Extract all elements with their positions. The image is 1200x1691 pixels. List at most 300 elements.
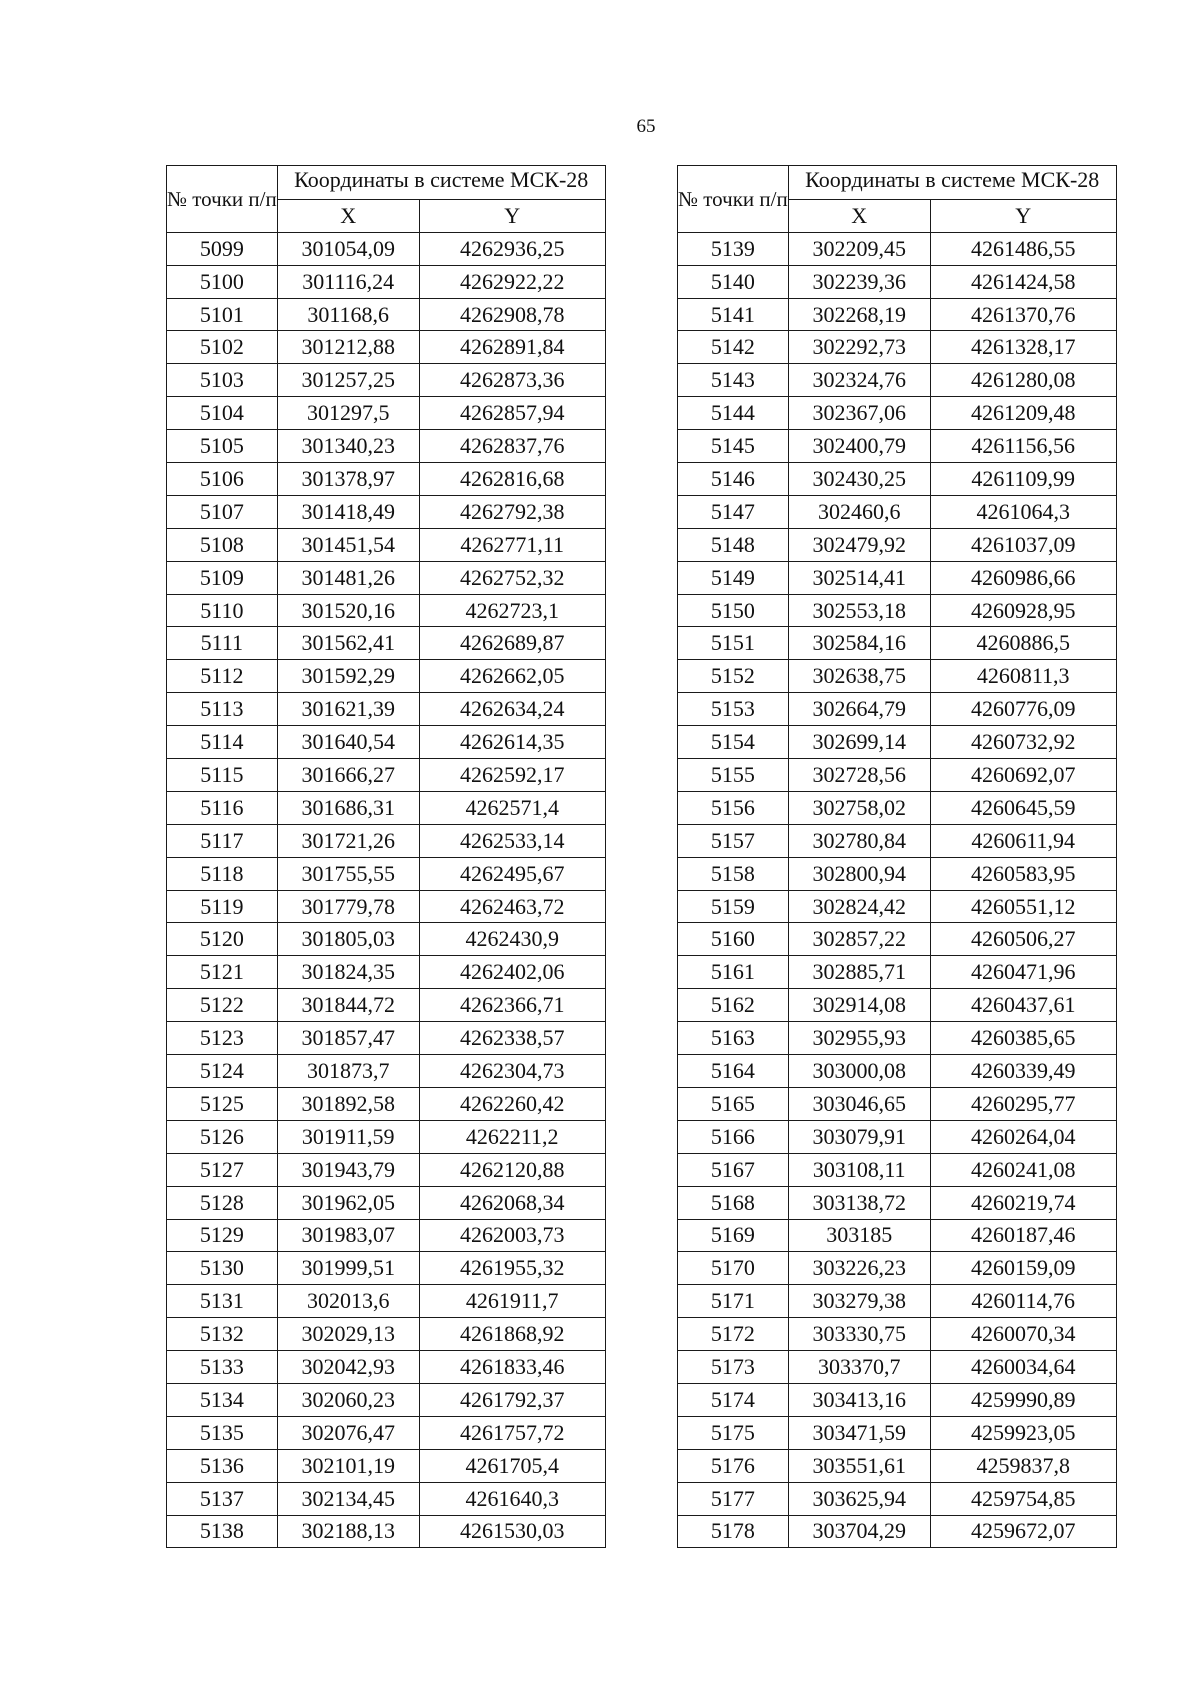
point-number-cell: 5170 [678, 1252, 789, 1285]
point-number-cell: 5103 [167, 364, 278, 397]
x-coordinate-cell: 301805,03 [277, 923, 419, 956]
table-row [678, 1318, 1117, 1351]
x-coordinate-cell: 303625,94 [788, 1482, 930, 1515]
y-coordinate-cell: 4262533,14 [419, 824, 605, 857]
y-coordinate-cell: 4260219,74 [930, 1186, 1116, 1219]
point-number-cell: 5172 [678, 1318, 789, 1351]
x-coordinate-cell: 301686,31 [277, 791, 419, 824]
x-coordinate-cell: 301054,09 [277, 232, 419, 265]
point-number-cell: 5146 [678, 463, 789, 496]
y-coordinate-cell: 4259754,85 [930, 1482, 1116, 1515]
y-coordinate-cell: 4261955,32 [419, 1252, 605, 1285]
y-coordinate-cell: 4262752,32 [419, 561, 605, 594]
point-number-cell: 5159 [678, 890, 789, 923]
y-coordinate-cell: 4262211,2 [419, 1120, 605, 1153]
y-coordinate-cell: 4260886,5 [930, 627, 1116, 660]
x-coordinate-cell: 302479,92 [788, 528, 930, 561]
table-row [167, 1120, 606, 1153]
y-coordinate-cell: 4260187,46 [930, 1219, 1116, 1252]
point-number-cell: 5156 [678, 791, 789, 824]
x-coordinate-cell: 301168,6 [277, 298, 419, 331]
point-number-cell: 5115 [167, 759, 278, 792]
y-coordinate-cell: 4260437,61 [930, 989, 1116, 1022]
point-number-cell: 5111 [167, 627, 278, 660]
table-row [167, 1482, 606, 1515]
y-coordinate-cell: 4262873,36 [419, 364, 605, 397]
table-row [678, 1186, 1117, 1219]
x-coordinate-cell: 303108,11 [788, 1153, 930, 1186]
y-coordinate-cell: 4262614,35 [419, 726, 605, 759]
x-coordinate-cell: 301943,79 [277, 1153, 419, 1186]
y-coordinate-cell: 4261868,92 [419, 1318, 605, 1351]
x-coordinate-cell: 302400,79 [788, 430, 930, 463]
point-number-header: № точки п/п [167, 166, 278, 233]
x-coordinate-cell: 303138,72 [788, 1186, 930, 1219]
table-row [678, 1482, 1117, 1515]
y-coordinate-cell: 4262120,88 [419, 1153, 605, 1186]
x-coordinate-cell: 301857,47 [277, 1022, 419, 1055]
x-coordinate-cell: 303471,59 [788, 1416, 930, 1449]
y-coordinate-cell: 4259923,05 [930, 1416, 1116, 1449]
y-coordinate-cell: 4262689,87 [419, 627, 605, 660]
point-number-cell: 5132 [167, 1318, 278, 1351]
point-number-cell: 5112 [167, 660, 278, 693]
y-coordinate-cell: 4260811,3 [930, 660, 1116, 693]
y-coordinate-cell: 4260732,92 [930, 726, 1116, 759]
table-row [678, 1285, 1117, 1318]
coordinates-header: Координаты в системе МСК-28 [788, 166, 1116, 200]
y-coordinate-cell: 4261370,76 [930, 298, 1116, 331]
table-row [167, 759, 606, 792]
y-coordinate-cell: 4261705,4 [419, 1449, 605, 1482]
table-row [678, 1055, 1117, 1088]
point-number-cell: 5160 [678, 923, 789, 956]
table-row [678, 857, 1117, 890]
table-row [167, 1055, 606, 1088]
y-coordinate-cell: 4261757,72 [419, 1416, 605, 1449]
point-number-cell: 5169 [678, 1219, 789, 1252]
y-coordinate-cell: 4262837,76 [419, 430, 605, 463]
point-number-cell: 5123 [167, 1022, 278, 1055]
y-coordinate-cell: 4260986,66 [930, 561, 1116, 594]
x-coordinate-cell: 301116,24 [277, 265, 419, 298]
y-coordinate-cell: 4262936,25 [419, 232, 605, 265]
table-row [167, 791, 606, 824]
y-coordinate-cell: 4261424,58 [930, 265, 1116, 298]
point-number-cell: 5176 [678, 1449, 789, 1482]
y-coordinate-cell: 4260159,09 [930, 1252, 1116, 1285]
y-coordinate-cell: 4260551,12 [930, 890, 1116, 923]
point-number-cell: 5150 [678, 594, 789, 627]
y-coordinate-cell: 4260776,09 [930, 693, 1116, 726]
table-row [678, 463, 1117, 496]
x-coordinate-cell: 301999,51 [277, 1252, 419, 1285]
x-coordinate-cell: 302584,16 [788, 627, 930, 660]
y-column-header: Y [930, 199, 1116, 232]
x-coordinate-cell: 302101,19 [277, 1449, 419, 1482]
x-coordinate-cell: 303000,08 [788, 1055, 930, 1088]
x-coordinate-cell: 301481,26 [277, 561, 419, 594]
x-coordinate-cell: 301340,23 [277, 430, 419, 463]
y-coordinate-cell: 4261109,99 [930, 463, 1116, 496]
point-number-cell: 5099 [167, 232, 278, 265]
y-coordinate-cell: 4260506,27 [930, 923, 1116, 956]
y-coordinate-cell: 4261640,3 [419, 1482, 605, 1515]
x-coordinate-cell: 301640,54 [277, 726, 419, 759]
point-number-cell: 5102 [167, 331, 278, 364]
table-row [678, 890, 1117, 923]
coordinates-header: Координаты в системе МСК-28 [277, 166, 605, 200]
table-row [678, 1383, 1117, 1416]
table-row [167, 495, 606, 528]
y-coordinate-cell: 4262662,05 [419, 660, 605, 693]
point-number-cell: 5121 [167, 956, 278, 989]
table-row [167, 430, 606, 463]
x-coordinate-cell: 303551,61 [788, 1449, 930, 1482]
x-coordinate-cell: 301297,5 [277, 397, 419, 430]
table-row [678, 1087, 1117, 1120]
table-row [678, 1252, 1117, 1285]
y-coordinate-cell: 4262003,73 [419, 1219, 605, 1252]
y-coordinate-cell: 4262430,9 [419, 923, 605, 956]
point-number-cell: 5129 [167, 1219, 278, 1252]
point-number-cell: 5153 [678, 693, 789, 726]
x-coordinate-cell: 301962,05 [277, 1186, 419, 1219]
point-number-cell: 5147 [678, 495, 789, 528]
x-coordinate-cell: 301824,35 [277, 956, 419, 989]
x-coordinate-cell: 301418,49 [277, 495, 419, 528]
x-coordinate-cell: 302857,22 [788, 923, 930, 956]
x-coordinate-cell: 302553,18 [788, 594, 930, 627]
x-coordinate-cell: 301212,88 [277, 331, 419, 364]
table-row [678, 1416, 1117, 1449]
table-row [678, 923, 1117, 956]
x-coordinate-cell: 303413,16 [788, 1383, 930, 1416]
y-coordinate-cell: 4262304,73 [419, 1055, 605, 1088]
table-row [167, 1515, 606, 1548]
y-coordinate-cell: 4260385,65 [930, 1022, 1116, 1055]
y-coordinate-cell: 4262723,1 [419, 594, 605, 627]
x-coordinate-cell: 301892,58 [277, 1087, 419, 1120]
x-coordinate-cell: 303226,23 [788, 1252, 930, 1285]
point-number-cell: 5125 [167, 1087, 278, 1120]
y-coordinate-cell: 4261911,7 [419, 1285, 605, 1318]
y-coordinate-cell: 4261037,09 [930, 528, 1116, 561]
point-number-cell: 5105 [167, 430, 278, 463]
x-coordinate-cell: 302292,73 [788, 331, 930, 364]
table-row [678, 989, 1117, 1022]
point-number-cell: 5113 [167, 693, 278, 726]
x-coordinate-cell: 301873,7 [277, 1055, 419, 1088]
table-row [167, 594, 606, 627]
x-coordinate-cell: 302060,23 [277, 1383, 419, 1416]
coordinates-table-left [166, 165, 606, 1548]
table-row [167, 232, 606, 265]
table-row [678, 364, 1117, 397]
x-coordinate-cell: 301844,72 [277, 989, 419, 1022]
x-coordinate-cell: 301257,25 [277, 364, 419, 397]
point-number-cell: 5148 [678, 528, 789, 561]
x-coordinate-cell: 302800,94 [788, 857, 930, 890]
x-coordinate-cell: 303704,29 [788, 1515, 930, 1548]
point-number-cell: 5171 [678, 1285, 789, 1318]
x-coordinate-cell: 302188,13 [277, 1515, 419, 1548]
x-coordinate-cell: 301378,97 [277, 463, 419, 496]
point-number-cell: 5144 [678, 397, 789, 430]
y-coordinate-cell: 4261328,17 [930, 331, 1116, 364]
y-coordinate-cell: 4262922,22 [419, 265, 605, 298]
point-number-cell: 5155 [678, 759, 789, 792]
table-row [678, 561, 1117, 594]
y-coordinate-cell: 4262792,38 [419, 495, 605, 528]
y-coordinate-cell: 4262260,42 [419, 1087, 605, 1120]
y-coordinate-cell: 4260070,34 [930, 1318, 1116, 1351]
x-coordinate-cell: 302029,13 [277, 1318, 419, 1351]
y-coordinate-cell: 4262908,78 [419, 298, 605, 331]
x-coordinate-cell: 302367,06 [788, 397, 930, 430]
y-coordinate-cell: 4262891,84 [419, 331, 605, 364]
point-number-cell: 5119 [167, 890, 278, 923]
table-row [678, 232, 1117, 265]
x-coordinate-cell: 301562,41 [277, 627, 419, 660]
point-number-cell: 5127 [167, 1153, 278, 1186]
table-row [167, 561, 606, 594]
point-number-cell: 5162 [678, 989, 789, 1022]
table-row [167, 1351, 606, 1384]
y-column-header: Y [419, 199, 605, 232]
x-coordinate-cell: 302239,36 [788, 265, 930, 298]
x-column-header: X [277, 199, 419, 232]
point-number-cell: 5154 [678, 726, 789, 759]
y-coordinate-cell: 4261156,56 [930, 430, 1116, 463]
x-coordinate-cell: 302209,45 [788, 232, 930, 265]
point-number-cell: 5131 [167, 1285, 278, 1318]
point-number-cell: 5161 [678, 956, 789, 989]
page-number: 65 [636, 116, 656, 137]
table-row [678, 1022, 1117, 1055]
table-row [167, 1285, 606, 1318]
x-coordinate-cell: 302013,6 [277, 1285, 419, 1318]
point-number-cell: 5138 [167, 1515, 278, 1548]
point-number-cell: 5152 [678, 660, 789, 693]
y-coordinate-cell: 4262816,68 [419, 463, 605, 496]
table-row [678, 693, 1117, 726]
y-coordinate-cell: 4259837,8 [930, 1449, 1116, 1482]
point-number-cell: 5143 [678, 364, 789, 397]
y-coordinate-cell: 4261486,55 [930, 232, 1116, 265]
point-number-cell: 5106 [167, 463, 278, 496]
x-coordinate-cell: 302042,93 [277, 1351, 419, 1384]
y-coordinate-cell: 4262571,4 [419, 791, 605, 824]
y-coordinate-cell: 4261530,03 [419, 1515, 605, 1548]
y-coordinate-cell: 4260692,07 [930, 759, 1116, 792]
table-row [678, 791, 1117, 824]
point-number-cell: 5137 [167, 1482, 278, 1515]
point-number-cell: 5135 [167, 1416, 278, 1449]
x-coordinate-cell: 301520,16 [277, 594, 419, 627]
x-coordinate-cell: 301592,29 [277, 660, 419, 693]
y-coordinate-cell: 4260611,94 [930, 824, 1116, 857]
table-row [167, 1318, 606, 1351]
point-number-cell: 5140 [678, 265, 789, 298]
point-number-cell: 5142 [678, 331, 789, 364]
point-number-cell: 5108 [167, 528, 278, 561]
table-row [167, 1186, 606, 1219]
point-number-cell: 5175 [678, 1416, 789, 1449]
table-row [678, 397, 1117, 430]
point-number-cell: 5165 [678, 1087, 789, 1120]
point-number-cell: 5164 [678, 1055, 789, 1088]
point-number-cell: 5136 [167, 1449, 278, 1482]
table-row [167, 1252, 606, 1285]
table-row [167, 824, 606, 857]
table-body-right [678, 232, 1117, 1548]
table-body-left [167, 232, 606, 1548]
point-number-cell: 5100 [167, 265, 278, 298]
point-number-cell: 5139 [678, 232, 789, 265]
table-row [167, 397, 606, 430]
y-coordinate-cell: 4262495,67 [419, 857, 605, 890]
x-coordinate-cell: 302638,75 [788, 660, 930, 693]
x-coordinate-cell: 302076,47 [277, 1416, 419, 1449]
x-coordinate-cell: 303370,7 [788, 1351, 930, 1384]
point-number-cell: 5157 [678, 824, 789, 857]
y-coordinate-cell: 4260114,76 [930, 1285, 1116, 1318]
point-number-cell: 5149 [678, 561, 789, 594]
point-number-cell: 5116 [167, 791, 278, 824]
y-coordinate-cell: 4260264,04 [930, 1120, 1116, 1153]
x-coordinate-cell: 301983,07 [277, 1219, 419, 1252]
y-coordinate-cell: 4261064,3 [930, 495, 1116, 528]
y-coordinate-cell: 4261280,08 [930, 364, 1116, 397]
table-row [678, 824, 1117, 857]
table-row [167, 528, 606, 561]
y-coordinate-cell: 4261833,46 [419, 1351, 605, 1384]
coordinates-table-right [677, 165, 1117, 1548]
y-coordinate-cell: 4260034,64 [930, 1351, 1116, 1384]
x-coordinate-cell: 302728,56 [788, 759, 930, 792]
point-number-cell: 5128 [167, 1186, 278, 1219]
x-coordinate-cell: 302268,19 [788, 298, 930, 331]
x-coordinate-cell: 301755,55 [277, 857, 419, 890]
x-coordinate-cell: 303185 [788, 1219, 930, 1252]
y-coordinate-cell: 4260471,96 [930, 956, 1116, 989]
point-number-cell: 5104 [167, 397, 278, 430]
point-number-cell: 5107 [167, 495, 278, 528]
x-coordinate-cell: 301451,54 [277, 528, 419, 561]
table-row [678, 528, 1117, 561]
point-number-cell: 5178 [678, 1515, 789, 1548]
point-number-cell: 5166 [678, 1120, 789, 1153]
y-coordinate-cell: 4261792,37 [419, 1383, 605, 1416]
table-row [678, 265, 1117, 298]
table-row [678, 1120, 1117, 1153]
point-number-cell: 5118 [167, 857, 278, 890]
table-row [167, 331, 606, 364]
x-coordinate-cell: 303046,65 [788, 1087, 930, 1120]
point-number-cell: 5177 [678, 1482, 789, 1515]
table-row [167, 1087, 606, 1120]
point-number-cell: 5158 [678, 857, 789, 890]
x-coordinate-cell: 302460,6 [788, 495, 930, 528]
y-coordinate-cell: 4262463,72 [419, 890, 605, 923]
table-row [678, 1153, 1117, 1186]
table-row [167, 693, 606, 726]
y-coordinate-cell: 4262634,24 [419, 693, 605, 726]
table-row [678, 430, 1117, 463]
point-number-cell: 5126 [167, 1120, 278, 1153]
y-coordinate-cell: 4259672,07 [930, 1515, 1116, 1548]
x-coordinate-cell: 301779,78 [277, 890, 419, 923]
x-coordinate-cell: 302324,76 [788, 364, 930, 397]
point-number-cell: 5124 [167, 1055, 278, 1088]
x-coordinate-cell: 303079,91 [788, 1120, 930, 1153]
table-row [167, 1416, 606, 1449]
y-coordinate-cell: 4260583,95 [930, 857, 1116, 890]
table-row [167, 627, 606, 660]
table-row [678, 1449, 1117, 1482]
table-row [167, 463, 606, 496]
table-row [167, 1022, 606, 1055]
point-number-cell: 5151 [678, 627, 789, 660]
table-row [167, 265, 606, 298]
point-number-cell: 5133 [167, 1351, 278, 1384]
table-row [678, 660, 1117, 693]
y-coordinate-cell: 4262402,06 [419, 956, 605, 989]
point-number-cell: 5120 [167, 923, 278, 956]
table-row [678, 1515, 1117, 1548]
y-coordinate-cell: 4260645,59 [930, 791, 1116, 824]
x-coordinate-cell: 302824,42 [788, 890, 930, 923]
x-coordinate-cell: 303330,75 [788, 1318, 930, 1351]
point-number-cell: 5145 [678, 430, 789, 463]
point-number-cell: 5168 [678, 1186, 789, 1219]
table-row [167, 364, 606, 397]
y-coordinate-cell: 4260295,77 [930, 1087, 1116, 1120]
point-number-cell: 5117 [167, 824, 278, 857]
table-row [167, 726, 606, 759]
y-coordinate-cell: 4262592,17 [419, 759, 605, 792]
table-row [167, 1449, 606, 1482]
y-coordinate-cell: 4260241,08 [930, 1153, 1116, 1186]
table-row [167, 1383, 606, 1416]
table-row [678, 759, 1117, 792]
table-row [678, 331, 1117, 364]
table-row [167, 1153, 606, 1186]
point-number-cell: 5134 [167, 1383, 278, 1416]
point-number-cell: 5167 [678, 1153, 789, 1186]
y-coordinate-cell: 4260339,49 [930, 1055, 1116, 1088]
x-coordinate-cell: 302514,41 [788, 561, 930, 594]
point-number-cell: 5109 [167, 561, 278, 594]
table-row [678, 956, 1117, 989]
x-coordinate-cell: 302885,71 [788, 956, 930, 989]
point-number-header: № точки п/п [678, 166, 789, 233]
x-coordinate-cell: 302780,84 [788, 824, 930, 857]
point-number-cell: 5114 [167, 726, 278, 759]
table-row [167, 298, 606, 331]
table-row [678, 298, 1117, 331]
point-number-cell: 5141 [678, 298, 789, 331]
table-row [678, 594, 1117, 627]
table-row [678, 627, 1117, 660]
table-row [167, 989, 606, 1022]
point-number-cell: 5130 [167, 1252, 278, 1285]
table-row [167, 890, 606, 923]
point-number-cell: 5163 [678, 1022, 789, 1055]
table-row [167, 857, 606, 890]
x-coordinate-cell: 302134,45 [277, 1482, 419, 1515]
